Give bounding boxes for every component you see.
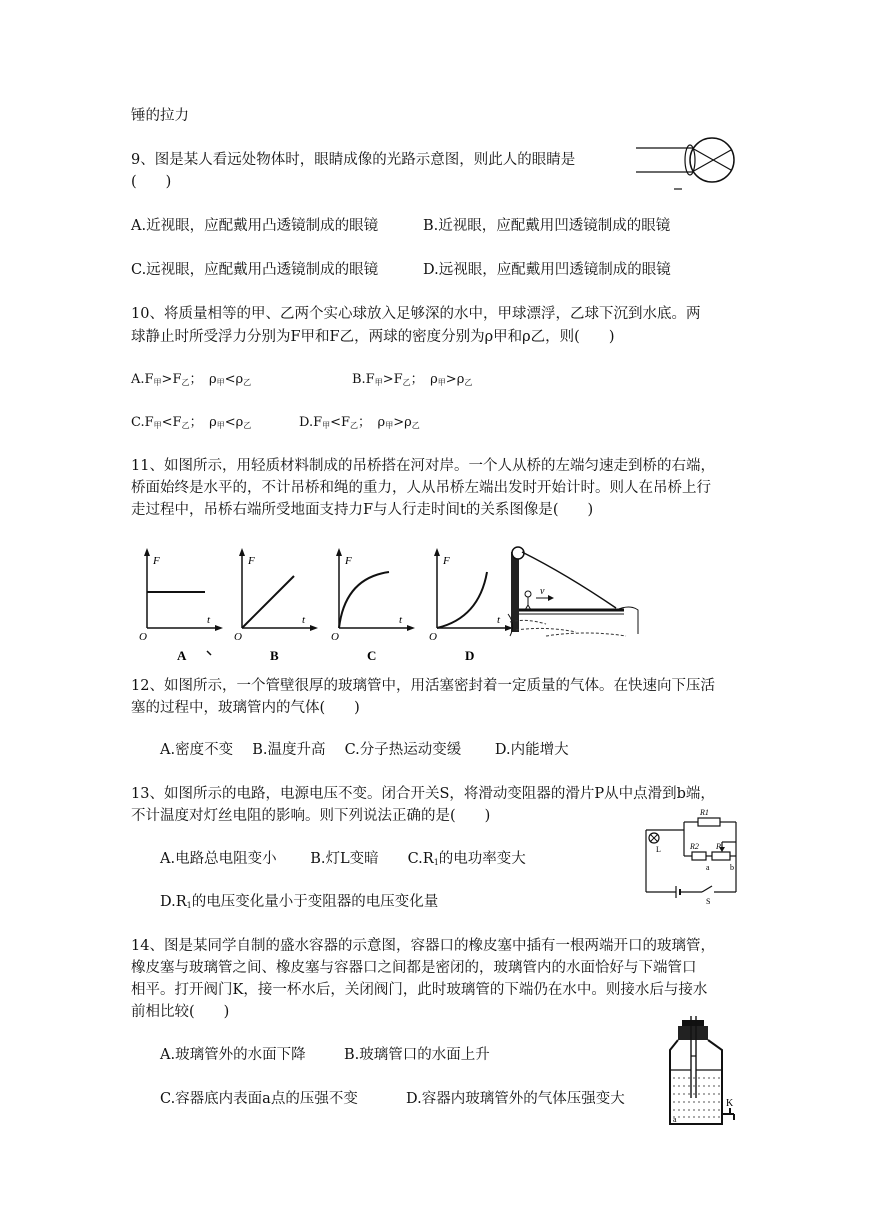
options-12: A.密度不变 B.温度升高 C.分子热运动变缓 D.内能增大 bbox=[160, 742, 569, 758]
question-11-stem-1: 11、如图所示，用轻质材料制成的吊桥搭在河对岸。一个人从桥的左端匀速走到桥的右端， bbox=[131, 458, 715, 474]
graph-A bbox=[135, 548, 225, 666]
option-10C: $C.F_甲<F_乙$； $\rho_甲<\rho_乙$ bbox=[131, 415, 252, 430]
option-14C: C.容器底内表面a点的压强不变 bbox=[160, 1091, 358, 1107]
graph-label-D: D bbox=[465, 648, 475, 663]
label-L: L bbox=[656, 845, 661, 854]
option-9D: D.远视眼，应配戴用凹透镜制成的眼镜 bbox=[423, 262, 671, 278]
axis-label-F: F bbox=[443, 555, 450, 567]
option-9C: C.远视眼，应配戴用凸透镜制成的眼镜 bbox=[131, 262, 379, 278]
axis-label-F: F bbox=[345, 555, 352, 567]
label-b: b bbox=[730, 863, 734, 872]
option-13D: $D.R_1$的电压变化量小于变阻器的电压变化量 bbox=[160, 894, 439, 910]
graph-label-A: A bbox=[177, 648, 187, 663]
text-line: 锤的拉力 bbox=[131, 108, 189, 124]
question-12-stem-1: 12、如图所示，一个管壁很厚的玻璃管中，用活塞密封着一定质量的气体。在快速向下压活 bbox=[131, 678, 715, 694]
label-R2: R2 bbox=[690, 842, 699, 851]
question-11-stem-2: 桥面始终是水平的，不计吊桥和绳的重力，人从吊桥左端出发时开始计时。则人在吊桥上行 bbox=[131, 480, 711, 496]
question-13-stem-1: 13、如图所示的电路，电源电压不变。闭合开关S，将滑动变阻器的滑片P从中点滑到b端， bbox=[131, 786, 715, 802]
graph-label-C: C bbox=[367, 648, 377, 663]
question-14-stem-2: 橡皮塞与玻璃管之间、橡皮塞与容器口之间都是密闭的，玻璃管内的水面恰好与下端管口 bbox=[131, 960, 697, 976]
question-13-stem-2: 不计温度对灯丝电阻的影响。则下列说法正确的是( ) bbox=[131, 808, 491, 824]
speed-label: v bbox=[540, 586, 545, 597]
answer-bracket: ( ) bbox=[131, 174, 172, 190]
graph-label-B: B bbox=[270, 648, 279, 663]
mark bbox=[206, 650, 214, 658]
label-K: K bbox=[726, 1098, 734, 1109]
option-14B: B.玻璃管口的水面上升 bbox=[344, 1047, 490, 1063]
axis-label-t: t bbox=[497, 614, 501, 626]
option-10A: $A.F_甲>F_乙$； $\rho_甲<\rho_乙$ bbox=[131, 372, 252, 387]
option-10D: $D.F_甲<F_乙$； $\rho_甲>\rho_乙$ bbox=[299, 415, 420, 430]
option-9B: B.近视眼，应配戴用凹透镜制成的眼镜 bbox=[423, 218, 671, 234]
axis-label-F: F bbox=[248, 555, 255, 567]
option-14D: D.容器内玻璃管外的气体压强变大 bbox=[406, 1091, 625, 1107]
question-14-stem-1: 14、图是某同学自制的盛水容器的示意图，容器口的橡皮塞中插有一根两端开口的玻璃管， bbox=[131, 938, 715, 954]
label-S: S bbox=[706, 897, 711, 906]
origin-label: O bbox=[429, 631, 437, 643]
question-9-stem: 9、图是某人看远处物体时，眼睛成像的光路示意图，则此人的眼睛是 bbox=[131, 152, 576, 168]
label-a: a bbox=[706, 863, 710, 872]
graph-D bbox=[427, 548, 517, 666]
axis-label-F: F bbox=[153, 555, 160, 567]
axis-label-t: t bbox=[302, 614, 306, 626]
graph-B bbox=[232, 548, 322, 666]
origin-label: O bbox=[139, 631, 147, 643]
options-13-ABC: A.电路总电阻变小 B.灯L变暗 $C.R_1$的电功率变大 bbox=[160, 851, 526, 867]
question-10-stem-2: 球静止时所受浮力分别为F甲和F乙，两球的密度分别为ρ甲和ρ乙，则( ) bbox=[131, 329, 615, 345]
question-12-stem-2: 塞的过程中，玻璃管内的气体( ) bbox=[131, 700, 360, 716]
origin-label: O bbox=[331, 631, 339, 643]
eye-diagram bbox=[634, 134, 740, 196]
graph-C bbox=[329, 548, 419, 666]
option-10B: $B.F_甲>F_乙$； $\rho_甲>\rho_乙$ bbox=[352, 372, 473, 387]
question-14-stem-3: 相平。打开阀门K，接一杯水后，关闭阀门，此时玻璃管的下端仍在水中。则接水后与接水 bbox=[131, 982, 708, 998]
origin-label: O bbox=[234, 631, 242, 643]
circuit-diagram bbox=[640, 808, 744, 906]
question-10-stem-1: 10、将质量相等的甲、乙两个实心球放入足够深的水中，甲球漂浮，乙球下沉到水底。两 bbox=[131, 306, 701, 322]
option-9A: A.近视眼，应配戴用凸透镜制成的眼镜 bbox=[131, 218, 379, 234]
question-14-stem-4: 前相比较( ) bbox=[131, 1004, 230, 1020]
label-R1: R1 bbox=[700, 808, 709, 817]
axis-label-t: t bbox=[399, 614, 403, 626]
option-14A: A.玻璃管外的水面下降 bbox=[160, 1047, 306, 1063]
question-11-stem-3: 走过程中，吊桥右端所受地面支持力F与人行走时间t的关系图像是( ) bbox=[131, 502, 594, 518]
water-container-diagram bbox=[664, 1016, 740, 1128]
label-P: P bbox=[716, 842, 721, 851]
axis-label-t: t bbox=[207, 614, 211, 626]
label-a: a bbox=[673, 1115, 677, 1124]
drawbridge-diagram bbox=[506, 544, 642, 640]
